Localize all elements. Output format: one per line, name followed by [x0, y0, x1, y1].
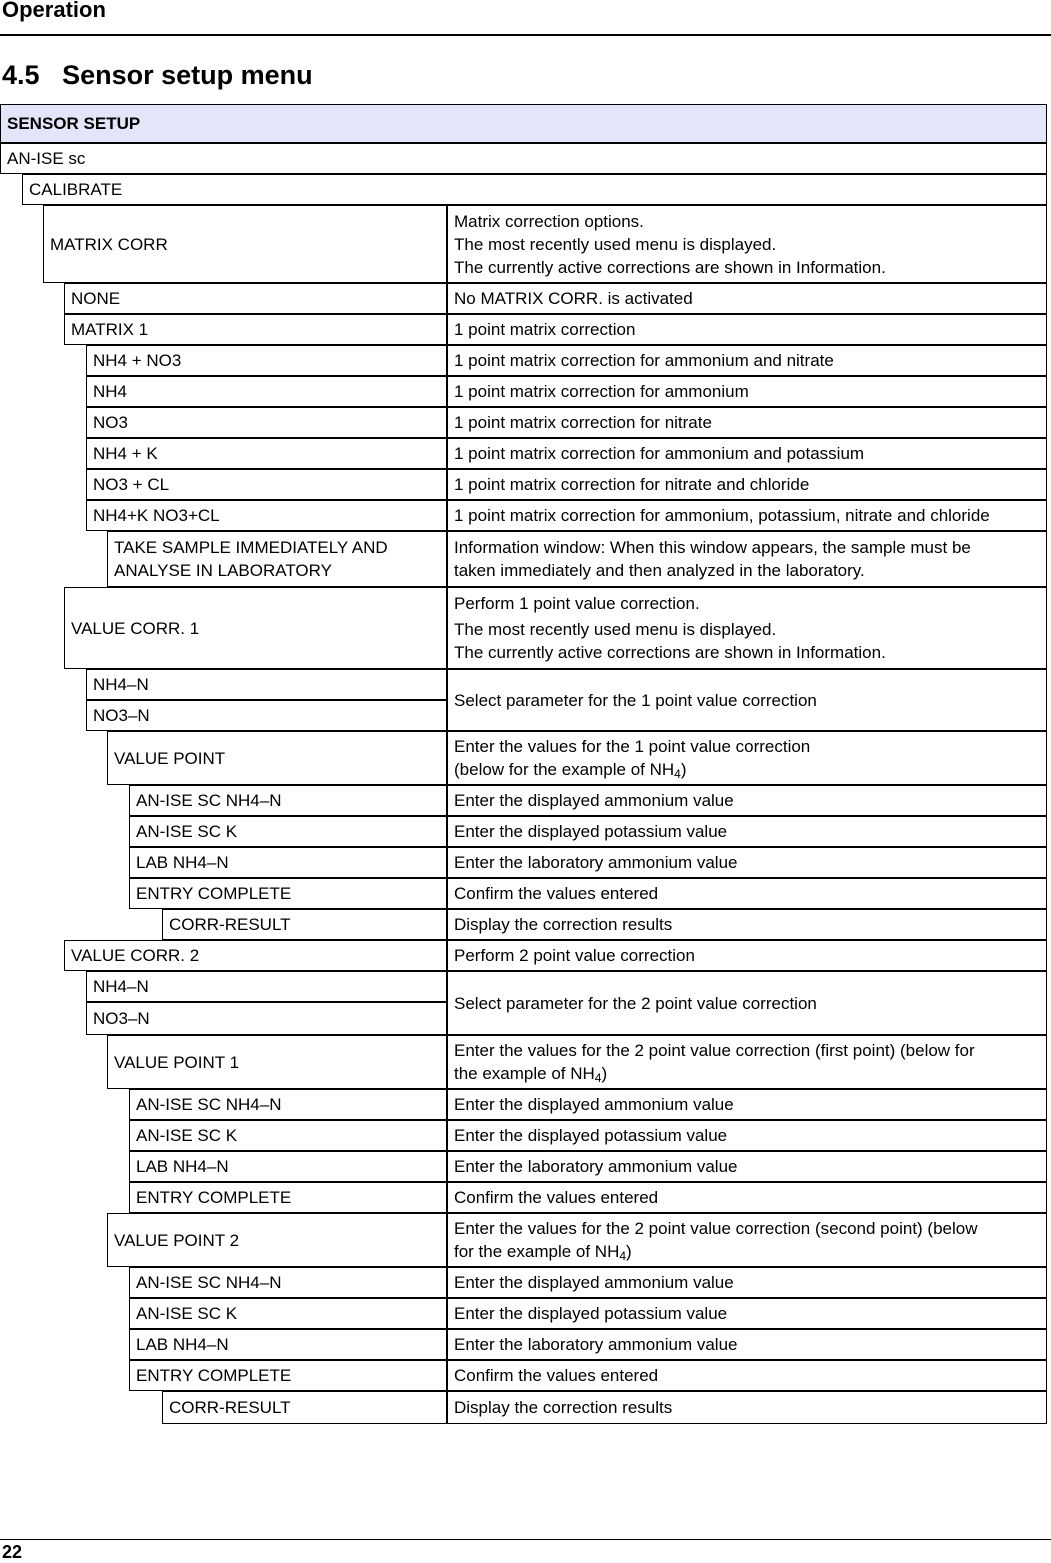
- menu-item-description: Display the correction results: [447, 909, 1047, 940]
- menu-item-description: 1 point matrix correction: [447, 314, 1047, 345]
- menu-item: VALUE CORR. 2: [64, 940, 447, 971]
- menu-item: VALUE POINT: [107, 731, 447, 785]
- menu-item: NO3: [86, 407, 447, 438]
- menu-item: AN-ISE SC K: [129, 1120, 447, 1151]
- menu-item: LAB NH4–N: [129, 847, 447, 878]
- menu-item-description: Confirm the values entered: [447, 1182, 1047, 1213]
- menu-item-description: Perform 2 point value correction: [447, 940, 1047, 971]
- menu-item: AN-ISE SC K: [129, 1298, 447, 1329]
- menu-item-description: Perform 1 point value correction. The most recently used menu is displayed. The currently active corrections are shown in Information.: [447, 587, 1047, 669]
- menu-item-description: No MATRIX CORR. is activated: [447, 283, 1047, 314]
- menu-item: NO3 + CL: [86, 469, 447, 500]
- menu-item: NH4+K NO3+CL: [86, 500, 447, 531]
- table-heading: SENSOR SETUP: [0, 104, 1047, 143]
- menu-item: AN-ISE SC NH4–N: [129, 785, 447, 816]
- menu-item-description: Confirm the values entered: [447, 1360, 1047, 1391]
- menu-item: TAKE SAMPLE IMMEDIATELY AND ANALYSE IN LABORATORY: [107, 531, 447, 587]
- menu-item-description: Enter the laboratory ammonium value: [447, 1329, 1047, 1360]
- menu-item-description: Select parameter for the 1 point value correction: [447, 669, 1047, 731]
- menu-item: CORR-RESULT: [162, 909, 447, 940]
- menu-item-description: Confirm the values entered: [447, 878, 1047, 909]
- menu-item-description: Enter the values for the 2 point value correction (second point) (below for the example of $NH_4$): [447, 1213, 1047, 1267]
- menu-item: NH4–N: [86, 669, 447, 700]
- section-number: 4.5: [2, 60, 40, 90]
- menu-item-description: Enter the displayed potassium value: [447, 1120, 1047, 1151]
- section-heading: Sensor setup menu: [62, 60, 313, 90]
- menu-item-description: Enter the displayed ammonium value: [447, 1267, 1047, 1298]
- menu-item-description: Select parameter for the 2 point value correction: [447, 971, 1047, 1035]
- menu-item-description: Enter the values for the 2 point value correction (first point) (below for the example of $NH_4$): [447, 1035, 1047, 1089]
- footer-rule: [0, 1539, 1051, 1540]
- menu-item: ENTRY COMPLETE: [129, 1182, 447, 1213]
- running-header: Operation: [2, 0, 106, 22]
- menu-item-description: Enter the laboratory ammonium value: [447, 847, 1047, 878]
- menu-item: VALUE POINT 2: [107, 1213, 447, 1267]
- menu-item: VALUE CORR. 1: [64, 587, 447, 669]
- menu-item: MATRIX 1: [64, 314, 447, 345]
- menu-item-description: 1 point matrix correction for nitrate: [447, 407, 1047, 438]
- menu-item: MATRIX CORR: [43, 205, 447, 283]
- menu-item-description: Enter the displayed potassium value: [447, 816, 1047, 847]
- menu-item: LAB NH4–N: [129, 1151, 447, 1182]
- menu-item-description: Information window: When this window appears, the sample must be taken immediately and then analyzed in the laboratory.: [447, 531, 1047, 587]
- menu-item-description: 1 point matrix correction for ammonium and potassium: [447, 438, 1047, 469]
- menu-item: NO3–N: [86, 700, 447, 731]
- menu-item: AN-ISE SC K: [129, 816, 447, 847]
- menu-item: NH4 + K: [86, 438, 447, 469]
- menu-item-description: Enter the displayed potassium value: [447, 1298, 1047, 1329]
- menu-item-description: Enter the displayed ammonium value: [447, 785, 1047, 816]
- menu-item: NH4–N: [86, 971, 447, 1002]
- menu-item-description: Enter the laboratory ammonium value: [447, 1151, 1047, 1182]
- menu-item-description: 1 point matrix correction for ammonium, potassium, nitrate and chloride: [447, 500, 1047, 531]
- menu-item: ENTRY COMPLETE: [129, 1360, 447, 1391]
- menu-item: NO3–N: [86, 1002, 447, 1035]
- menu-item: VALUE POINT 1: [107, 1035, 447, 1089]
- menu-item-description: Enter the values for the 1 point value correction (below for the example of $NH_4$): [447, 731, 1047, 785]
- menu-item: NONE: [64, 283, 447, 314]
- menu-item: NH4 + NO3: [86, 345, 447, 376]
- menu-item: AN-ISE SC NH4–N: [129, 1267, 447, 1298]
- menu-item: ENTRY COMPLETE: [129, 878, 447, 909]
- menu-item-description: Enter the displayed ammonium value: [447, 1089, 1047, 1120]
- menu-item-description: Display the correction results: [447, 1391, 1047, 1424]
- menu-item-description: 1 point matrix correction for ammonium: [447, 376, 1047, 407]
- menu-item-description: 1 point matrix correction for nitrate and chloride: [447, 469, 1047, 500]
- menu-item: AN-ISE sc: [0, 143, 1047, 174]
- menu-item: NH4: [86, 376, 447, 407]
- page-number: 22: [2, 1542, 23, 1562]
- menu-item: LAB NH4–N: [129, 1329, 447, 1360]
- menu-item-description: Matrix correction options. The most recently used menu is displayed. The currently active corrections are shown in Information.: [447, 205, 1047, 283]
- menu-item-description: 1 point matrix correction for ammonium and nitrate: [447, 345, 1047, 376]
- menu-item: AN-ISE SC NH4–N: [129, 1089, 447, 1120]
- menu-item: CORR-RESULT: [162, 1391, 447, 1424]
- menu-item: CALIBRATE: [22, 174, 1047, 205]
